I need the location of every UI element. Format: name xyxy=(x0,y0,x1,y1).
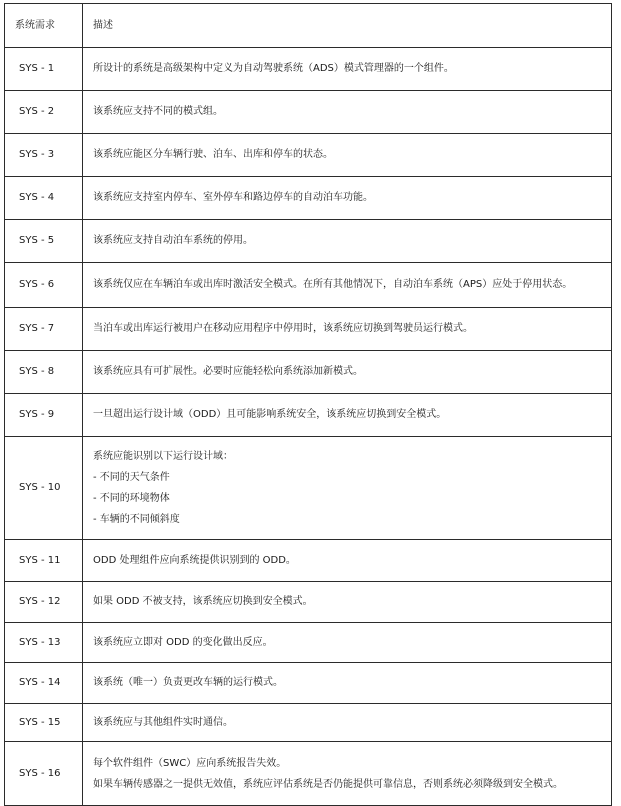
requirement-description xyxy=(83,351,612,394)
table-row xyxy=(5,48,612,91)
requirement-id: SYS - 13 xyxy=(5,623,83,663)
requirement-description xyxy=(83,437,612,540)
description-line: 系统应能识别以下运行设计域： xyxy=(93,451,233,462)
requirement-description xyxy=(83,540,612,582)
requirement-id: SYS - 12 xyxy=(5,582,83,623)
requirement-description xyxy=(83,742,612,806)
requirement-id: SYS - 4 xyxy=(5,177,83,220)
requirement-description xyxy=(83,177,612,220)
table-row xyxy=(5,91,612,134)
description-line: 一旦超出运行设计域（ODD）且可能影响系统安全，该系统应切换到安全模式。 xyxy=(93,409,447,420)
description-line: 该系统应具有可扩展性。必要时应能轻松向系统添加新模式。 xyxy=(93,366,363,377)
description-line: 该系统应立即对 ODD 的变化做出反应。 xyxy=(93,636,273,648)
description-line: 如果 ODD 不被支持，该系统应切换到安全模式。 xyxy=(93,596,313,607)
requirement-description xyxy=(83,582,612,623)
requirement-id: SYS - 10 xyxy=(5,437,83,540)
description-line: 如果车辆传感器之一提供无效值，系统应评估系统是否仍能提供可靠信息，否则系统必须降级到安全模式。 xyxy=(93,778,563,790)
requirement-id: SYS - 7 xyxy=(5,308,83,351)
description-line: - 不同的天气条件 xyxy=(93,472,170,483)
requirement-description xyxy=(83,134,612,177)
requirement-id: SYS - 14 xyxy=(5,663,83,704)
table-row xyxy=(5,623,612,663)
requirement-description xyxy=(83,394,612,437)
table-row xyxy=(5,742,612,806)
requirement-id: SYS - 2 xyxy=(5,91,83,134)
requirement-description xyxy=(83,48,612,91)
requirement-id: SYS - 16 xyxy=(5,742,83,806)
table-header-row xyxy=(5,4,612,48)
requirement-id: SYS - 1 xyxy=(5,48,83,91)
description-line: 该系统应与其他组件实时通信。 xyxy=(93,716,233,728)
header-description: 描述 xyxy=(83,4,612,48)
description-line: 该系统应支持自动泊车系统的停用。 xyxy=(93,235,253,246)
table-row xyxy=(5,704,612,742)
requirement-id: SYS - 6 xyxy=(5,263,83,308)
requirement-description xyxy=(83,308,612,351)
requirements-table xyxy=(4,3,612,806)
description-line: - 车辆的不同倾斜度 xyxy=(93,514,180,525)
description-line: 所设计的系统是高级架构中定义为自动驾驶系统（ADS）模式管理器的一个组件。 xyxy=(93,63,454,74)
requirement-id: SYS - 11 xyxy=(5,540,83,582)
table-row xyxy=(5,351,612,394)
requirement-description xyxy=(83,704,612,742)
table-row xyxy=(5,540,612,582)
description-line: 当泊车或出库运行被用户在移动应用程序中停用时，该系统应切换到驾驶员运行模式。 xyxy=(93,323,473,334)
header-system-requirement: 系统需求 xyxy=(5,4,83,48)
table-row xyxy=(5,394,612,437)
description-line: 该系统（唯一）负责更改车辆的运行模式。 xyxy=(93,677,283,688)
table-row xyxy=(5,582,612,623)
requirement-description xyxy=(83,623,612,663)
description-line: 该系统仅应在车辆泊车或出库时激活安全模式。在所有其他情况下，自动泊车系统（APS）应处于停用状态。 xyxy=(93,279,573,290)
table-row xyxy=(5,177,612,220)
requirement-id: SYS - 8 xyxy=(5,351,83,394)
requirement-description xyxy=(83,91,612,134)
description-line: 该系统应支持室内停车、室外停车和路边停车的自动泊车功能。 xyxy=(93,192,373,203)
description-line: 该系统应支持不同的模式组。 xyxy=(93,106,223,117)
description-line: 该系统应能区分车辆行驶、泊车、出库和停车的状态。 xyxy=(93,149,333,160)
requirement-description xyxy=(83,663,612,704)
requirement-id: SYS - 5 xyxy=(5,220,83,263)
description-line: - 不同的环境物体 xyxy=(93,493,170,504)
description-line: ODD 处理组件应向系统提供识别到的 ODD。 xyxy=(93,554,296,566)
requirement-description xyxy=(83,263,612,308)
table-row xyxy=(5,220,612,263)
table-row xyxy=(5,263,612,308)
table-row xyxy=(5,134,612,177)
requirement-id: SYS - 15 xyxy=(5,704,83,742)
description-line: 每个软件组件（SWC）应向系统报告失效。 xyxy=(93,757,287,769)
requirement-description xyxy=(83,220,612,263)
requirement-id: SYS - 3 xyxy=(5,134,83,177)
table-row xyxy=(5,437,612,540)
requirement-id: SYS - 9 xyxy=(5,394,83,437)
table-row xyxy=(5,663,612,704)
table-row xyxy=(5,308,612,351)
